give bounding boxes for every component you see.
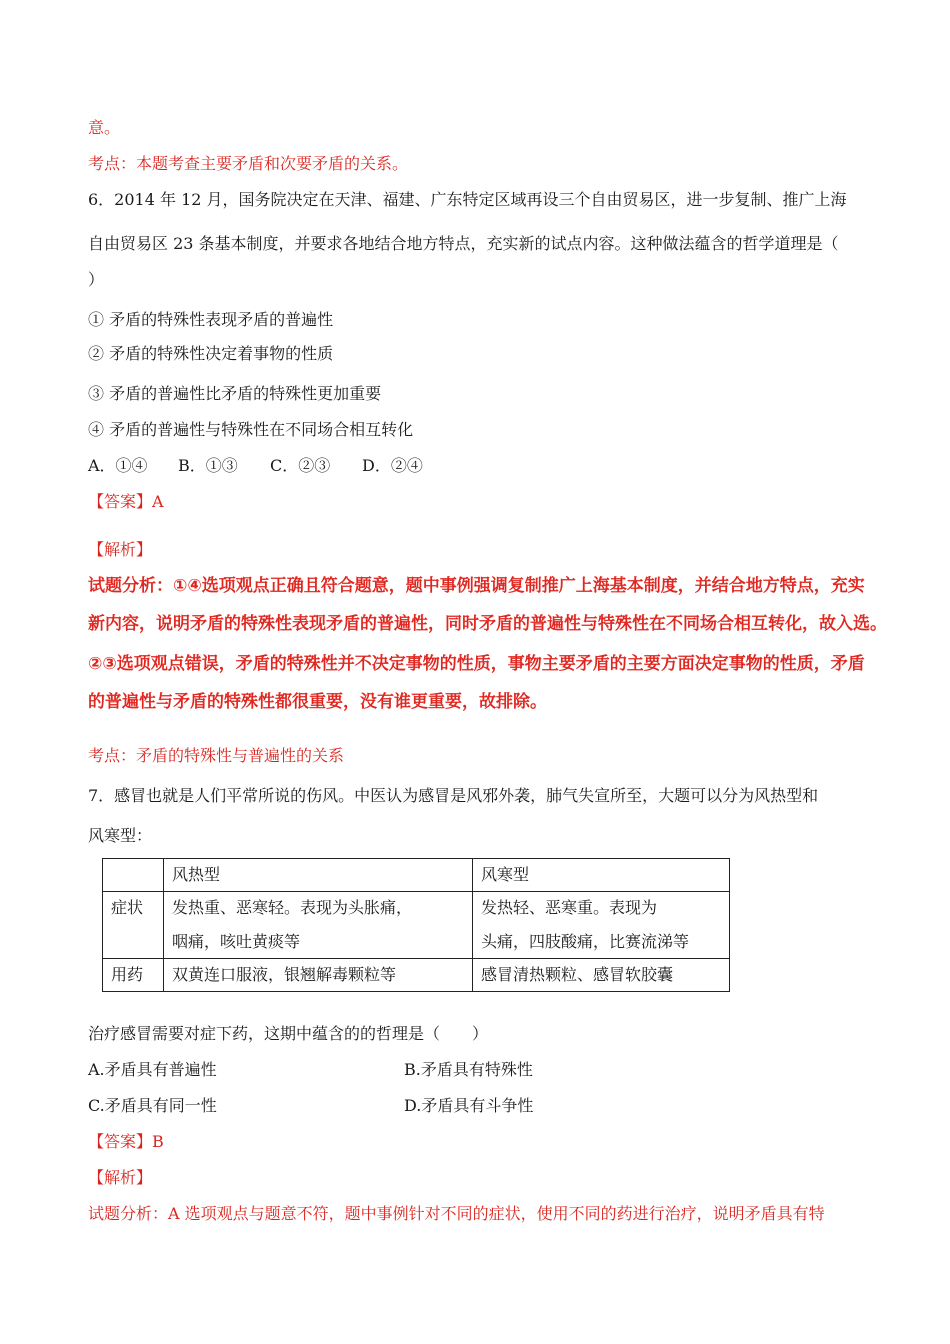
table-header-wind-cold: 风寒型 — [473, 859, 730, 892]
q6-stem-line-1: 6．2014 年 12 月，国务院决定在天津、福建、广东特定区域再设三个自由贸易区，进一步复制、推广上海 — [88, 190, 847, 209]
q7-question: 治疗感冒需要对症下药，这期中蕴含的的哲理是（ ） — [88, 1024, 489, 1043]
wind-heat-medicine — [164, 959, 473, 992]
q5-kaodian: 考点：本题考查主要矛盾和次要矛盾的关系。 — [88, 154, 409, 173]
table-row — [103, 892, 730, 959]
wind-cold-medicine — [473, 959, 730, 992]
cell-line: 发热重、恶寒轻。表现为头胀痛， — [172, 898, 413, 917]
q6-analysis-line-1: 试题分析：①④选项观点正确且符合题意，题中事例强调复制推广上海基本制度，并结合地方特点，充实 — [88, 576, 865, 596]
q7-answer: 【答案】B — [88, 1132, 164, 1151]
cell-line: 头痛，四肢酸痛，比赛流涕等 — [481, 932, 690, 951]
table-header-row — [103, 859, 730, 892]
cell-line: 感冒清热颗粒、感冒软胶囊 — [481, 965, 674, 984]
table-header-empty — [103, 859, 164, 892]
q7-stem-line-1: 7．感冒也就是人们平常所说的伤风。中医认为感冒是风邪外袭，肺气失宣所至，大题可以分为风热型和 — [88, 786, 819, 805]
q7-option-b: B.矛盾具有特殊性 — [404, 1060, 533, 1079]
q6-analysis-line-2: 新内容，说明矛盾的特殊性表现矛盾的普遍性，同时矛盾的普遍性与特殊性在不同场合相互转化，故入选。 — [88, 614, 887, 634]
row-label-medicine: 用药 — [103, 959, 164, 992]
q7-analysis-title: 【解析】 — [88, 1168, 153, 1187]
q6-option-b: B．①③ — [178, 456, 238, 475]
q6-stem-line-3: ） — [88, 270, 105, 289]
q6-statement-1: ① 矛盾的特殊性表现矛盾的普遍性 — [88, 310, 334, 329]
wind-heat-symptoms — [164, 892, 473, 959]
q6-kaodian: 考点：矛盾的特殊性与普遍性的关系 — [88, 746, 345, 765]
q6-analysis-line-4: 的普遍性与矛盾的特殊性都很重要，没有谁更重要，故排除。 — [88, 692, 547, 712]
cell-line: 双黄连口服液，银翘解毒颗粒等 — [172, 965, 397, 984]
wind-cold-symptoms — [473, 892, 730, 959]
q6-stem-line-2: 自由贸易区 23 条基本制度，并要求各地结合地方特点，充实新的试点内容。这种做法蕴含的哲学道理是（ — [88, 234, 839, 253]
q7-stem-line-2: 风寒型： — [88, 826, 153, 845]
q7-option-a: A.矛盾具有普遍性 — [88, 1060, 217, 1079]
q7-analysis-line-1: 试题分析：A 选项观点与题意不符，题中事例针对不同的症状，使用不同的药进行治疗，说明矛盾具有特 — [88, 1204, 825, 1223]
cold-type-table — [102, 858, 730, 992]
q6-statement-4: ④ 矛盾的普遍性与特殊性在不同场合相互转化 — [88, 420, 414, 439]
q6-analysis-title: 【解析】 — [88, 540, 153, 559]
table-row — [103, 959, 730, 992]
q7-option-c: C.矛盾具有同一性 — [88, 1096, 217, 1115]
cell-line: 咽痛，咳吐黄痰等 — [172, 932, 301, 951]
q6-analysis-line-3: ②③选项观点错误，矛盾的特殊性并不决定事物的性质，事物主要矛盾的主要方面决定事物的性质，矛盾 — [88, 654, 865, 674]
q6-option-d: D．②④ — [362, 456, 423, 475]
q6-statement-2: ② 矛盾的特殊性决定着事物的性质 — [88, 344, 334, 363]
q5-tail-text: 意。 — [88, 118, 121, 137]
q6-answer: 【答案】A — [88, 492, 164, 511]
q6-option-a: A．①④ — [88, 456, 148, 475]
table-header-wind-heat: 风热型 — [164, 859, 473, 892]
q6-statement-3: ③ 矛盾的普遍性比矛盾的特殊性更加重要 — [88, 384, 382, 403]
cell-line: 发热轻、恶寒重。表现为 — [481, 898, 658, 917]
q7-option-d: D.矛盾具有斗争性 — [404, 1096, 534, 1115]
q6-option-c: C．②③ — [270, 456, 331, 475]
row-label-symptoms: 症状 — [103, 892, 164, 959]
